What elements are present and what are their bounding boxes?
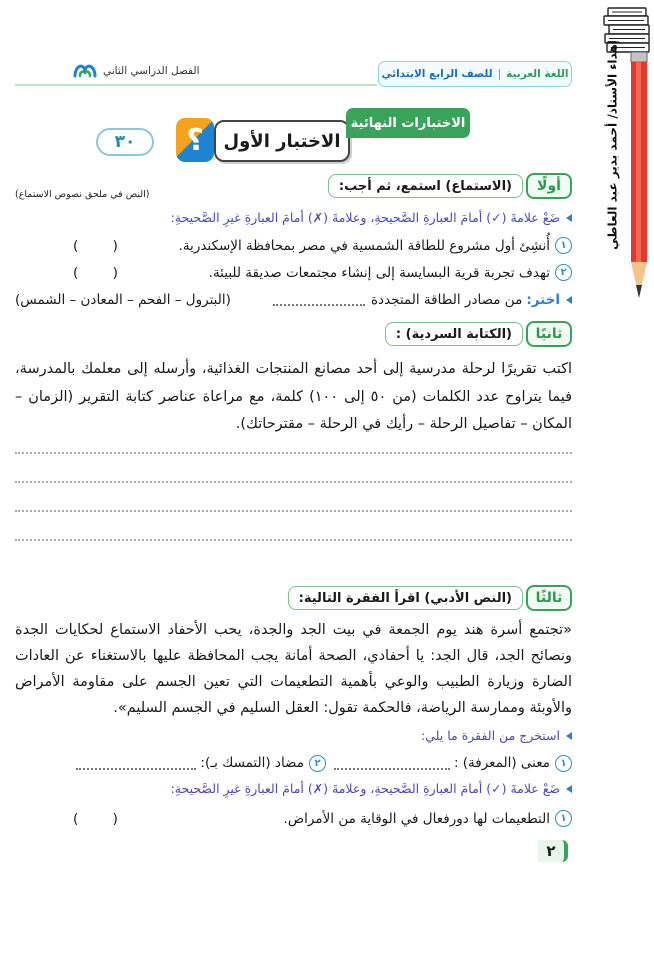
exam-title: الاختبار الأول <box>214 120 350 162</box>
section-header <box>15 172 572 200</box>
instruction-text: ضَعْ علامةَ (✓) أمامَ العبارةِ الصَّحيحةِ، وعلامةَ (✗) أمامَ العبارةِ غيرِ الصَّحيحةِ: <box>170 210 560 225</box>
choose-verb: اختر: <box>526 291 560 308</box>
answer-line <box>15 539 572 541</box>
section-header <box>15 584 572 612</box>
choose-question <box>15 286 572 313</box>
answer-blank: ( ) <box>73 810 118 827</box>
answer-line <box>15 481 572 483</box>
instruction-text: استخرج من الفقرة ما يلي: <box>421 728 560 743</box>
true-false-instruction <box>15 208 572 228</box>
extract-row <box>15 750 572 776</box>
true-false-instruction <box>15 779 572 799</box>
item-text: معنى (المعرفة) : <box>453 755 550 771</box>
item-number: ٢ <box>555 264 572 281</box>
section-header <box>15 320 572 348</box>
section-title: (الكتابة السردية) : <box>385 322 523 346</box>
section-title: (الاستماع) استمع، ثم أجب: <box>328 174 523 198</box>
item-text: التطعيمات لها دورفعال في الوقاية من الأمراض. <box>283 810 550 827</box>
choose-options: (البترول – الفحم – المعادن – الشمس) <box>15 291 231 308</box>
final-exams-tag: الاختبارات النهائية <box>346 108 470 138</box>
exam-number-badge: ٣٠ <box>96 128 154 156</box>
answer-lines <box>15 452 572 541</box>
bullet-arrow-icon <box>566 214 572 222</box>
question-item <box>15 805 572 832</box>
header-separator: | <box>497 68 502 80</box>
section-label: ثالثًا <box>526 585 572 611</box>
header-subject-box <box>378 61 572 87</box>
fill-blank <box>334 757 450 770</box>
pencil-icon <box>626 52 652 310</box>
dedication-text: إهداء الأستاذ/ أحمد بدير عبد العاطي <box>605 40 620 250</box>
fill-blank <box>76 757 196 770</box>
answer-blank: ( ) <box>73 237 118 254</box>
item-number: ١ <box>555 810 572 827</box>
item-text: تهدف تجربة قرية البسايسة إلى إنشاء مجتمعات صديقة للبيئة. <box>208 264 550 281</box>
answer-line <box>15 452 572 454</box>
section-literary <box>15 584 572 862</box>
question-item <box>15 232 572 259</box>
answer-line <box>15 510 572 512</box>
writing-prompt: اكتب تقريرًا لرحلة مدرسية إلى أحد مصانع المنتجات الغذائية، وأرسله إلى معلمك بالمدرسة، فيما يتراوح عدد الكلمات (من ٥٠ إلى ١٠٠) كلمة، مع مراعاة عناصر كتابة التقرير (الزمان – المكان – تفاصيل الرحلة – رأيك في الرحلة – مقترحاتك). <box>15 361 572 432</box>
bullet-arrow-icon <box>566 296 572 304</box>
reading-passage: «تجتمع أسرة هند يوم الجمعة في بيت الجد والجدة، يحب الأحفاد الاستماع لحكايات الجدة ونصائح الجد، قال الجد: يا أحفادي، الصحة أمانة يجب المحافظة عليها بالاستغناء عن العادات الضارة وزيارة الطبيب والوعي بأهمية التطعيمات التي تعين الجسم على مقاومة الأمراض والأوبئة وممارسة الرياضة، فالحكمة تقول: العقل السليم في الجسم السليم». <box>15 622 572 716</box>
header-rule <box>15 84 377 86</box>
item-text: أُنشِئ أول مشروع للطاقة الشمسية في مصر بمحافظة الإسكندرية. <box>178 237 550 254</box>
extract-item <box>76 755 326 772</box>
choose-stem: من مصادر الطاقة المتجددة <box>370 291 523 308</box>
answer-blank: ( ) <box>73 264 118 281</box>
item-text: مضاد (التمسك بـ): <box>200 755 304 771</box>
section-title: (النص الأدبي) اقرأ الفقرة التالية: <box>288 586 523 610</box>
item-number: ١ <box>555 237 572 254</box>
section-listening <box>15 172 572 313</box>
item-number: ٢ <box>309 755 326 772</box>
listening-note: (النص في ملحق نصوص الاستماع) <box>15 189 150 200</box>
term-label: الفصل الدراسي الثاني <box>103 65 200 77</box>
bullet-arrow-icon <box>566 785 572 793</box>
section-label: أولًا <box>526 173 572 199</box>
grade-label: للصف الرابع الابتدائي <box>381 68 493 80</box>
item-number: ١ <box>555 755 572 772</box>
section-writing <box>15 320 572 568</box>
subject-label: اللغة العربية <box>506 68 569 80</box>
question-mark-icon: ؟ <box>176 118 214 162</box>
section-label: ثانيًا <box>526 321 572 347</box>
bullet-arrow-icon <box>566 732 572 740</box>
page-number: ٢ <box>538 840 568 862</box>
publisher-logo-icon <box>72 60 98 80</box>
instruction-text: ضَعْ علامةَ (✓) أمامَ العبارةِ الصَّحيحةِ، وعلامةَ (✗) أمامَ العبارةِ غيرِ الصَّحيحةِ: <box>170 781 560 796</box>
extract-instruction <box>15 726 572 746</box>
fill-blank <box>273 293 365 306</box>
question-item <box>15 259 572 286</box>
extract-item <box>334 755 572 772</box>
